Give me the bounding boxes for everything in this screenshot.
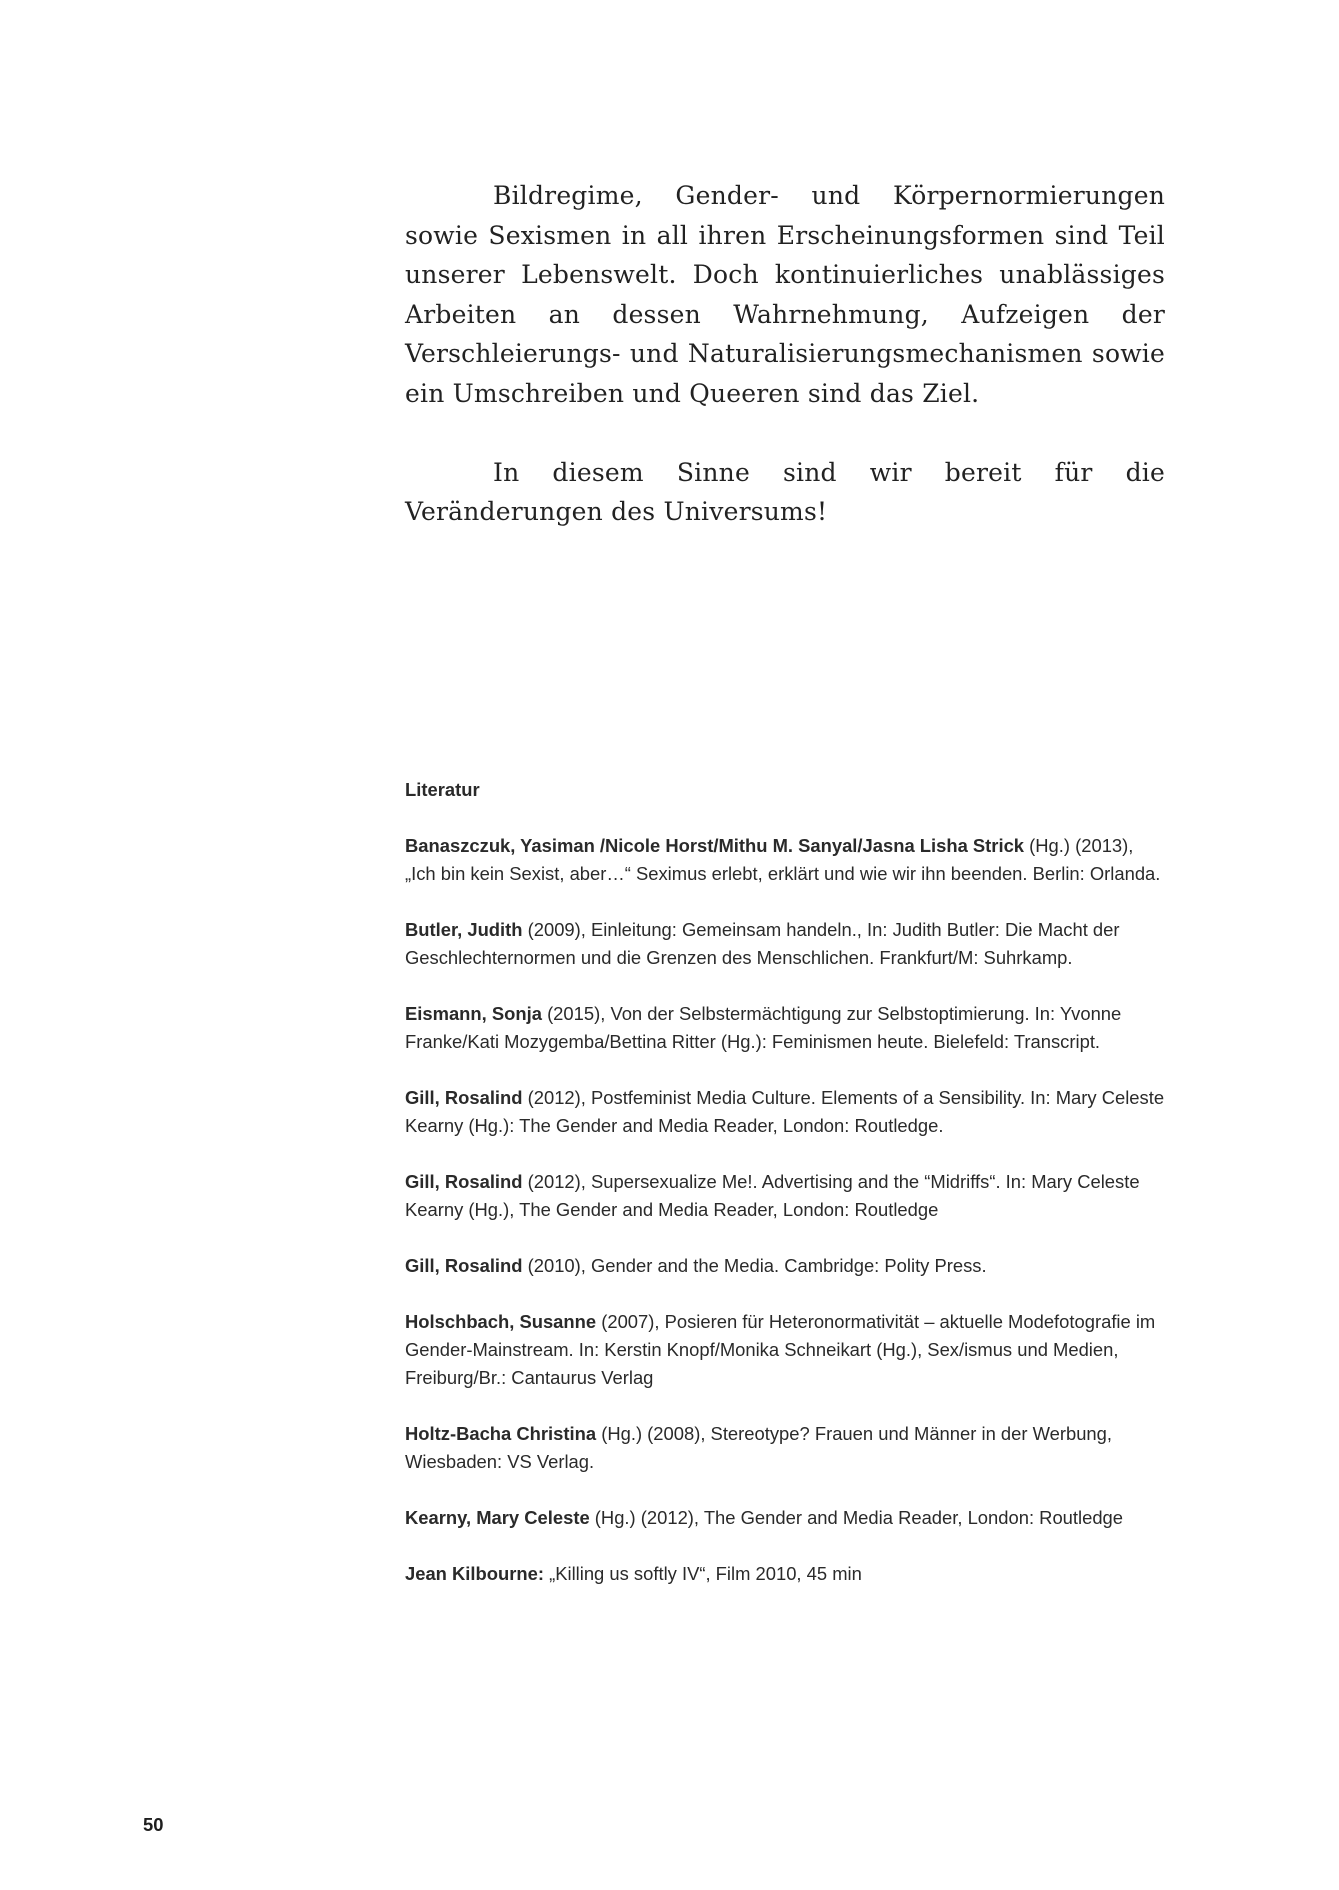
body-paragraph: In diesem Sinne sind wir bereit für die Veränderungen des Universums! [405,457,1165,526]
reference-text: (2012), Postfeminist Media Culture. Elements of a Sensibility. In: Mary Celeste Kearny (Hg.): The Gender and Media Reader, London: Routledge. [405,1087,1165,1136]
reference-entry [405,832,1165,888]
reference-author: Butler, Judith [405,919,523,940]
body-paragraph: Bildregime, Gender- und Körpernormierungen sowie Sexismen in all ihren Erscheinungsformen sind Teil unserer Lebenswelt. Doch kontinuierliches unablässiges Arbeiten an dessen Wahrnehmung, Aufzeigen der Verschleierungs- und Naturalisierungsmechanismen sowie ein Umschreiben und Queeren sind das Ziel. [405,181,1165,408]
reference-author: Gill, Rosalind [405,1171,523,1192]
reference-entry [405,1420,1165,1476]
reference-text: (Hg.) (2013), „Ich bin kein Sexist, aber…“ Seximus erlebt, erklärt und wie wir ihn beenden. Berlin: Orlanda. [405,835,1161,884]
main-text [405,176,1165,571]
reference-entry [405,1504,1165,1532]
reference-author: Banaszczuk, Yasiman /Nicole Horst/Mithu M. Sanyal/Jasna Lisha Strick [405,835,1025,856]
reference-text: (2009), Einleitung: Gemeinsam handeln., In: Judith Butler: Die Macht der Geschlechternormen und die Grenzen des Menschlichen. Frankfurt/M: Suhrkamp. [405,919,1120,968]
reference-author: Eismann, Sonja [405,1003,542,1024]
reference-text: (Hg.) (2008), Stereotype? Frauen und Männer in der Werbung, Wiesbaden: VS Verlag. [405,1423,1112,1472]
reference-entry [405,1252,1165,1280]
reference-entry [405,1560,1165,1588]
reference-entry [405,1168,1165,1224]
reference-entry [405,1308,1165,1392]
page-number: 50 [143,1814,164,1835]
reference-text: (Hg.) (2012), The Gender and Media Reader, London: Routledge [589,1507,1124,1528]
reference-text: (2007), Posieren für Heteronormativität – aktuelle Modefotografie im Gender-Mainstream. In: Kerstin Knopf/Monika Schneikart (Hg.), Sex/ismus und Medien, Freiburg/Br.: Cantaurus Verlag [405,1311,1156,1388]
reference-author: Jean Kilbourne: [405,1563,544,1584]
reference-entry [405,1084,1165,1140]
reference-author: Holschbach, Susanne [405,1311,597,1332]
reference-text: (2012), Supersexualize Me!. Advertising and the “Midriffs“. In: Mary Celeste Kearny (Hg.), The Gender and Media Reader, London: Routledge [405,1171,1140,1220]
literature-section [405,776,1165,1616]
reference-text: (2015), Von der Selbstermächtigung zur Selbstoptimierung. In: Yvonne Franke/Kati Mozygemba/Bettina Ritter (Hg.): Feminismen heute. Bielefeld: Transcript. [405,1003,1122,1052]
reference-entry [405,916,1165,972]
reference-author: Kearny, Mary Celeste [405,1507,590,1528]
reference-text: „Killing us softly IV“, Film 2010, 45 min [543,1563,862,1584]
literature-heading: Literatur [405,779,480,800]
reference-author: Gill, Rosalind [405,1255,523,1276]
reference-text: (2010), Gender and the Media. Cambridge: Polity Press. [522,1255,987,1276]
reference-author: Gill, Rosalind [405,1087,523,1108]
reference-author: Holtz-Bacha Christina [405,1423,597,1444]
reference-entry [405,1000,1165,1056]
